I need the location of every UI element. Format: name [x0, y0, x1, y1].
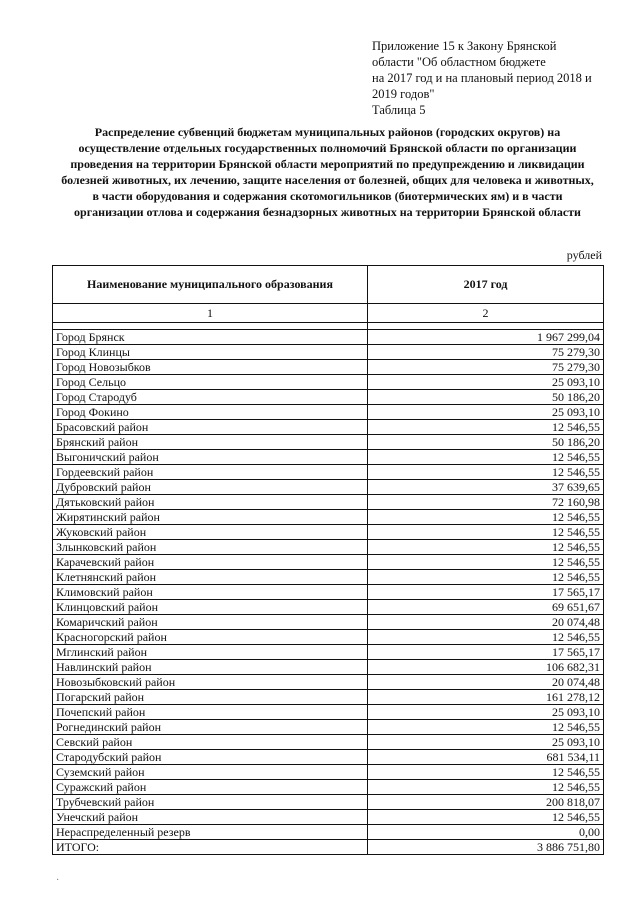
- table-row: [53, 540, 604, 555]
- municipality-name: Суражский район: [53, 780, 368, 795]
- municipality-name: Клетнянский район: [53, 570, 368, 585]
- subsidy-amount: 20 074,48: [368, 615, 604, 630]
- municipality-name: Злынковский район: [53, 540, 368, 555]
- table-row: [53, 600, 604, 615]
- municipality-name: Почепский район: [53, 705, 368, 720]
- document-title: Распределение субвенций бюджетам муниципальных районов (городских округов) на осуществление отдельных государственных полномочий Брянской области по организации проведения на территории Брянской области мероприятий по предупреждению и ликвидации болезней животных, их лечению, защите населения от болезней, общих для человека и животных, в части оборудования и содержания скотомогильников (биотермических ям) и в части организации отлова и содержания безнадзорных животных на территории Брянской области: [61, 125, 594, 219]
- appendix-line: 2019 годов": [372, 87, 435, 101]
- spacer-row: [53, 323, 604, 330]
- subsidy-amount: 12 546,55: [368, 465, 604, 480]
- subsidy-amount: 12 546,55: [368, 810, 604, 825]
- table-row: [53, 645, 604, 660]
- municipality-name: Дубровский район: [53, 480, 368, 495]
- table-row: [53, 690, 604, 705]
- subsidy-amount: 17 565,17: [368, 645, 604, 660]
- table-row: [53, 810, 604, 825]
- municipality-name: Рогнединский район: [53, 720, 368, 735]
- table-row: [53, 825, 604, 840]
- subsidy-table: [52, 265, 604, 855]
- subsidy-amount: 25 093,10: [368, 705, 604, 720]
- table-row: [53, 330, 604, 345]
- table-row: [53, 555, 604, 570]
- subsidy-amount: 12 546,55: [368, 540, 604, 555]
- subsidy-amount: 72 160,98: [368, 495, 604, 510]
- subsidy-amount: 12 546,55: [368, 570, 604, 585]
- municipality-name: Выгоничский район: [53, 450, 368, 465]
- table-row: [53, 660, 604, 675]
- table-row: [53, 765, 604, 780]
- table-row: [53, 585, 604, 600]
- municipality-name: Нераспределенный резерв: [53, 825, 368, 840]
- appendix-line: Приложение 15 к Закону Брянской: [372, 39, 557, 53]
- table-row: [53, 795, 604, 810]
- subsidy-amount: 69 651,67: [368, 600, 604, 615]
- subsidy-amount: 200 818,07: [368, 795, 604, 810]
- table-body: [53, 330, 604, 855]
- municipality-name: Клинцовский район: [53, 600, 368, 615]
- municipality-name: Комаричский район: [53, 615, 368, 630]
- municipality-name: Стародубский район: [53, 750, 368, 765]
- table-row: [53, 495, 604, 510]
- subsidy-amount: 12 546,55: [368, 450, 604, 465]
- subsidy-amount: 0,00: [368, 825, 604, 840]
- subsidy-amount: 12 546,55: [368, 720, 604, 735]
- table-row: [53, 480, 604, 495]
- municipality-name: Навлинский район: [53, 660, 368, 675]
- table-row: [53, 450, 604, 465]
- scan-mark: ·: [56, 875, 60, 886]
- table-row: [53, 420, 604, 435]
- table-row: [53, 780, 604, 795]
- subsidy-amount: 17 565,17: [368, 585, 604, 600]
- appendix-line: на 2017 год и на плановый период 2018 и: [372, 71, 592, 85]
- table-row: [53, 705, 604, 720]
- municipality-name: Севский район: [53, 735, 368, 750]
- municipality-name: Брянский район: [53, 435, 368, 450]
- currency-unit: рублей: [566, 248, 602, 262]
- municipality-name: Красногорский район: [53, 630, 368, 645]
- table-row: [53, 615, 604, 630]
- subsidy-amount: 12 546,55: [368, 510, 604, 525]
- table-row: [53, 345, 604, 360]
- municipality-name: Город Сельцо: [53, 375, 368, 390]
- subsidy-amount: 12 546,55: [368, 765, 604, 780]
- table-row: [53, 630, 604, 645]
- municipality-name: Город Фокино: [53, 405, 368, 420]
- table-row: [53, 465, 604, 480]
- appendix-line: области "Об областном бюджете: [372, 55, 546, 69]
- subsidy-amount: 25 093,10: [368, 405, 604, 420]
- table-row: [53, 525, 604, 540]
- municipality-name: Город Стародуб: [53, 390, 368, 405]
- subsidy-amount: 25 093,10: [368, 735, 604, 750]
- table-row: [53, 390, 604, 405]
- municipality-name: ИТОГО:: [53, 840, 368, 855]
- table-row: [53, 405, 604, 420]
- table-row: [53, 375, 604, 390]
- subsidy-amount: 12 546,55: [368, 780, 604, 795]
- table-row: [53, 735, 604, 750]
- municipality-name: Гордеевский район: [53, 465, 368, 480]
- subsidy-amount: 25 093,10: [368, 375, 604, 390]
- table-row: [53, 840, 604, 855]
- subsidy-amount: 50 186,20: [368, 390, 604, 405]
- municipality-name: Жирятинский район: [53, 510, 368, 525]
- table-row: [53, 510, 604, 525]
- subsidy-amount: 75 279,30: [368, 345, 604, 360]
- column-header-year: 2017 год: [368, 266, 604, 304]
- table-header-row: [53, 266, 604, 304]
- table-row: [53, 720, 604, 735]
- municipality-name: Брасовский район: [53, 420, 368, 435]
- subsidy-amount: 3 886 751,80: [368, 840, 604, 855]
- table-row: [53, 570, 604, 585]
- municipality-name: Дятьковский район: [53, 495, 368, 510]
- table-row: [53, 750, 604, 765]
- municipality-name: Жуковский район: [53, 525, 368, 540]
- table-row: [53, 360, 604, 375]
- table-row: [53, 435, 604, 450]
- municipality-name: Город Брянск: [53, 330, 368, 345]
- subsidy-amount: 12 546,55: [368, 525, 604, 540]
- municipality-name: Трубчевский район: [53, 795, 368, 810]
- subsidy-amount: 75 279,30: [368, 360, 604, 375]
- municipality-name: Город Новозыбков: [53, 360, 368, 375]
- table-row: [53, 675, 604, 690]
- municipality-name: Карачевский район: [53, 555, 368, 570]
- subsidy-amount: 37 639,65: [368, 480, 604, 495]
- municipality-name: Погарский район: [53, 690, 368, 705]
- municipality-name: Город Клинцы: [53, 345, 368, 360]
- subsidy-amount: 1 967 299,04: [368, 330, 604, 345]
- subsidy-amount: 20 074,48: [368, 675, 604, 690]
- column-header-municipality: Наименование муниципального образования: [53, 266, 368, 304]
- subsidy-amount: 12 546,55: [368, 555, 604, 570]
- municipality-name: Мглинский район: [53, 645, 368, 660]
- column-number: 1: [53, 304, 368, 323]
- municipality-name: Суземский район: [53, 765, 368, 780]
- subsidy-amount: 681 534,11: [368, 750, 604, 765]
- column-number: 2: [368, 304, 604, 323]
- table-number: Таблица 5: [372, 103, 426, 117]
- subsidy-amount: 161 278,12: [368, 690, 604, 705]
- municipality-name: Климовский район: [53, 585, 368, 600]
- subsidy-amount: 50 186,20: [368, 435, 604, 450]
- column-number-row: [53, 304, 604, 323]
- subsidy-amount: 12 546,55: [368, 630, 604, 645]
- subsidy-amount: 106 682,31: [368, 660, 604, 675]
- municipality-name: Унечский район: [53, 810, 368, 825]
- subsidy-amount: 12 546,55: [368, 420, 604, 435]
- municipality-name: Новозыбковский район: [53, 675, 368, 690]
- appendix-note: [372, 38, 612, 102]
